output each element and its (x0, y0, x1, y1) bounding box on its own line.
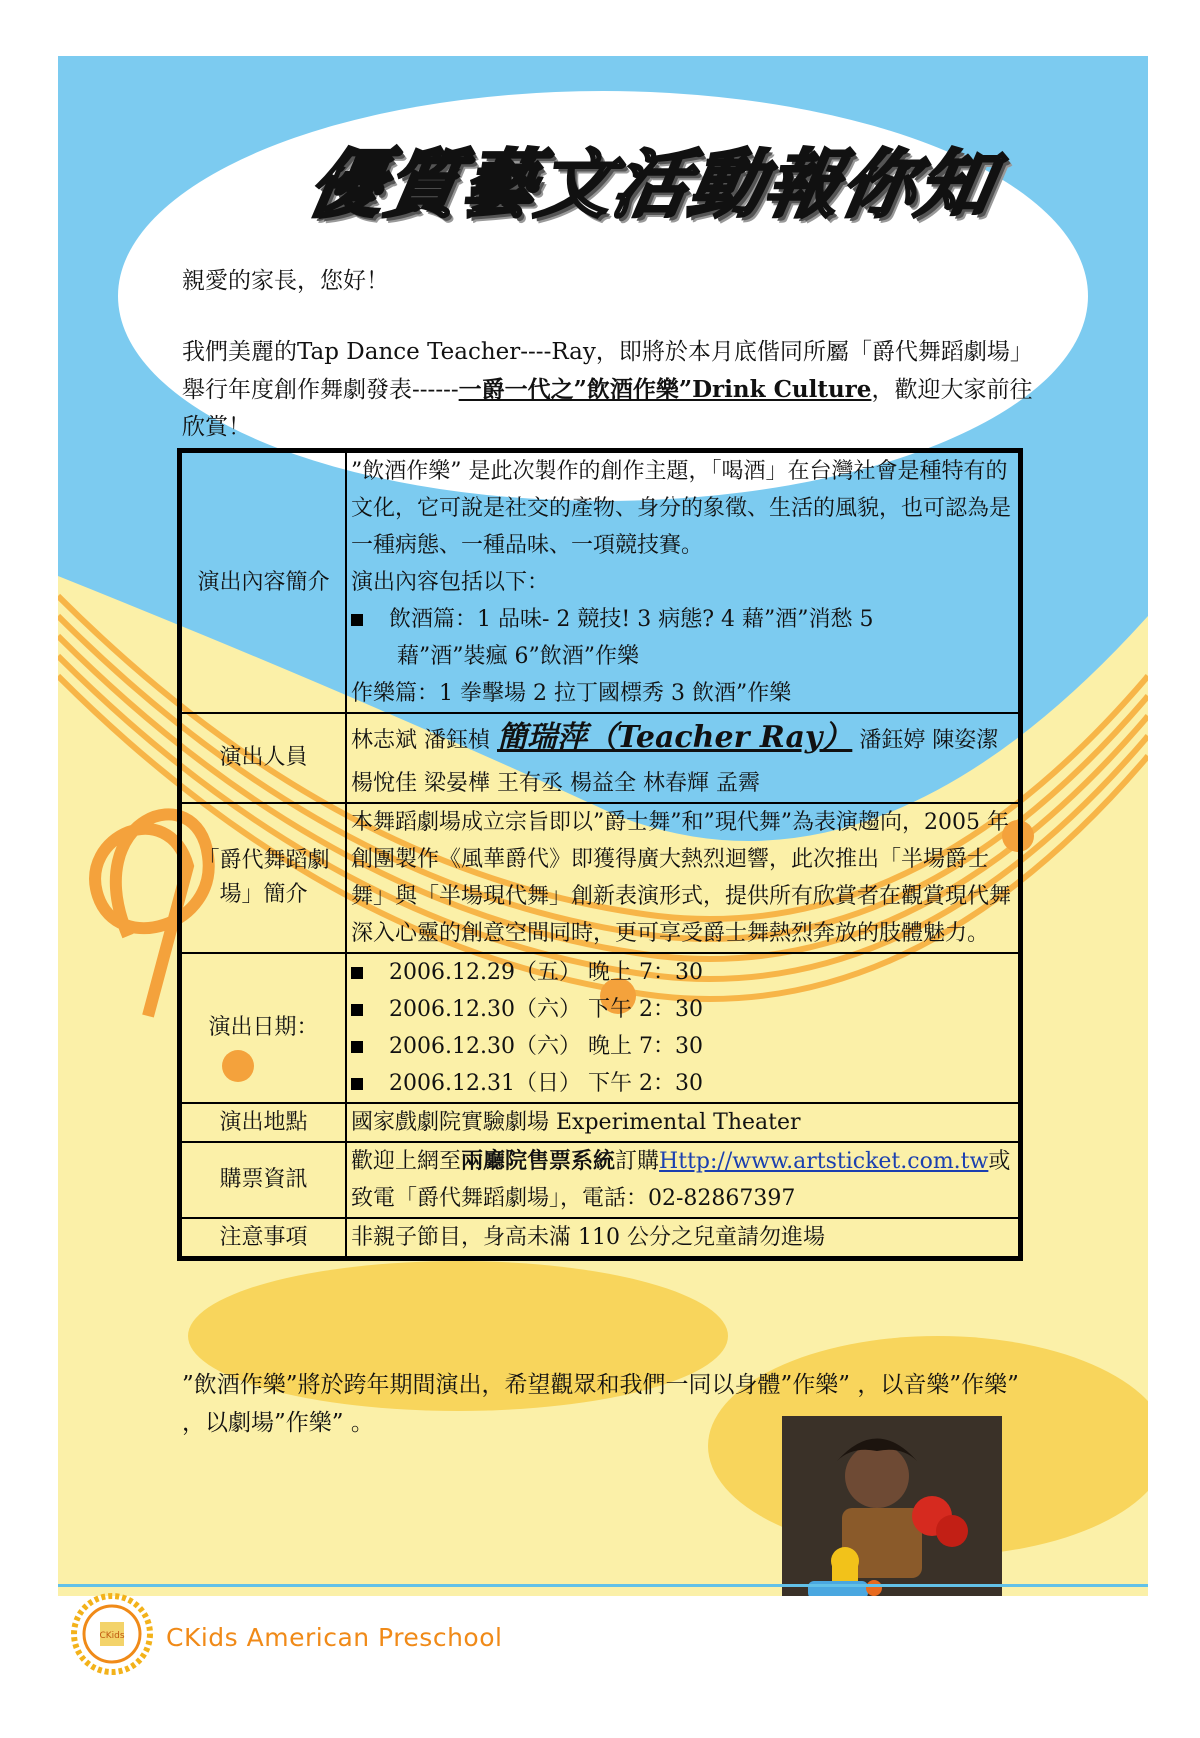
performance-title: 一爵一代之”飲酒作樂”Drink Culture (458, 376, 872, 403)
footer-divider (58, 1584, 1148, 1587)
date-item (351, 991, 1014, 1028)
venue-row (180, 1103, 1021, 1142)
dates-label: 演出日期： (180, 953, 347, 1103)
date-text: 2006.12.29（五） 晚上 7：30 (389, 960, 703, 985)
school-name: CKids American Preschool (166, 1623, 503, 1652)
dates-row (180, 953, 1021, 1103)
cast-label: 演出人員 (180, 713, 347, 803)
date-text: 2006.12.31（日） 下午 2：30 (389, 1071, 703, 1096)
summary-bullet-text: 飲酒篇：1 品味- 2 競技! 3 病態? 4 藉”酒”消愁 5 (389, 607, 874, 632)
bullet-icon (351, 1078, 363, 1090)
cast-row (180, 713, 1021, 803)
summary-row (180, 451, 1021, 714)
date-item (351, 1065, 1014, 1102)
ticket-label: 購票資訊 (180, 1142, 347, 1218)
summary-bullet-cont: 藉”酒”裝瘋 6”飲酒”作樂 (397, 644, 639, 669)
logo-text: CKids (99, 1631, 125, 1641)
about-row (180, 803, 1021, 953)
ticket-text: 歡迎上網至 (351, 1149, 462, 1174)
greeting: 親愛的家長，您好！ (182, 268, 389, 294)
notice-content: 非親子節目，身高未滿 110 公分之兒童請勿進場 (346, 1218, 1021, 1259)
dates-content (346, 953, 1021, 1103)
date-item (351, 1028, 1014, 1065)
intro-text: 我們美麗的Tap Dance Teacher----Ray，即將於本月底偕同所屬「爵代舞蹈劇場」舉行年度創作舞劇發表------ (182, 339, 1033, 403)
bullet-icon (351, 614, 363, 626)
summary-line-2: 演出內容包括以下： (351, 570, 550, 595)
summary-line-1: ”飲酒作樂” 是此次製作的創作主題，「喝酒」在台灣社會是種特有的文化，它可說是社交的產物、身分的象徵、生活的風貌，也可認為是一種病態、一種品味、一項競技賽。 (351, 459, 1012, 558)
bullet-icon (351, 1041, 363, 1053)
cast-content (346, 713, 1021, 803)
poster (58, 56, 1148, 1596)
summary-bullet (351, 601, 1014, 638)
ticket-row (180, 1142, 1021, 1218)
venue-content: 國家戲劇院實驗劇場 Experimental Theater (346, 1103, 1021, 1142)
ticket-content (346, 1142, 1021, 1218)
date-text: 2006.12.30（六） 晚上 7：30 (389, 1034, 703, 1059)
cast-highlight: 簡瑞萍（Teacher Ray） (497, 720, 853, 755)
bullet-icon (351, 1004, 363, 1016)
summary-label: 演出內容簡介 (180, 451, 347, 714)
intro-text-end: ，歡迎大家前往欣賞！ (182, 377, 1033, 440)
info-table (177, 448, 1023, 1261)
intro-paragraph (182, 334, 1042, 446)
venue-label: 演出地點 (180, 1103, 347, 1142)
photo-illustration (782, 1416, 1002, 1596)
ticket-link[interactable]: Http://www.artsticket.com.tw (659, 1149, 989, 1174)
about-content: 本舞蹈劇場成立宗旨即以”爵士舞”和”現代舞”為表演趨向，2005 年創團製作《風華爵代》即獲得廣大熱烈迴響，此次推出「半場爵士舞」與「半場現代舞」創新表演形式，提供所有欣賞者在觀賞現代舞深入心靈的創意空間同時，更可享受爵士舞熱烈奔放的肢體魅力。 (346, 803, 1021, 953)
ticket-text-end: 或致電「爵代舞蹈劇場」，電話：02-82867397 (351, 1149, 1011, 1211)
ticket-text-mid: 訂購 (615, 1149, 660, 1174)
teacher-photo (782, 1416, 1002, 1596)
page-title: 優質藝文活動報你知 (302, 142, 1002, 228)
school-logo (70, 1592, 154, 1680)
closing-paragraph: ”飲酒作樂”將於跨年期間演出，希望觀眾和我們一同以身體”作樂” ，以音樂”作樂” ，以劇場”作樂” 。 (182, 1372, 1019, 1436)
summary-last: 作樂篇：1 拳擊場 2 拉丁國標秀 3 飲酒”作樂 (351, 681, 792, 706)
notice-label: 注意事項 (180, 1218, 347, 1259)
cast-names: 林志斌 潘鈺楨 (351, 728, 490, 753)
cast-names-after: 潘鈺婷 陳姿潔 (859, 728, 999, 753)
summary-content (346, 451, 1021, 714)
date-text: 2006.12.30（六） 下午 2：30 (389, 997, 703, 1022)
notice-row (180, 1218, 1021, 1259)
cast-line-2: 楊悅佳 梁晏樺 王有丞 楊益全 林春輝 孟霽 (351, 771, 760, 796)
school-logo-icon (70, 1592, 154, 1676)
cast-line-1 (351, 714, 1014, 765)
bullet-icon (351, 967, 363, 979)
about-label: 「爵代舞蹈劇場」簡介 (180, 803, 347, 953)
ticket-system: 兩廳院售票系統 (461, 1148, 616, 1174)
date-item (351, 954, 1014, 991)
